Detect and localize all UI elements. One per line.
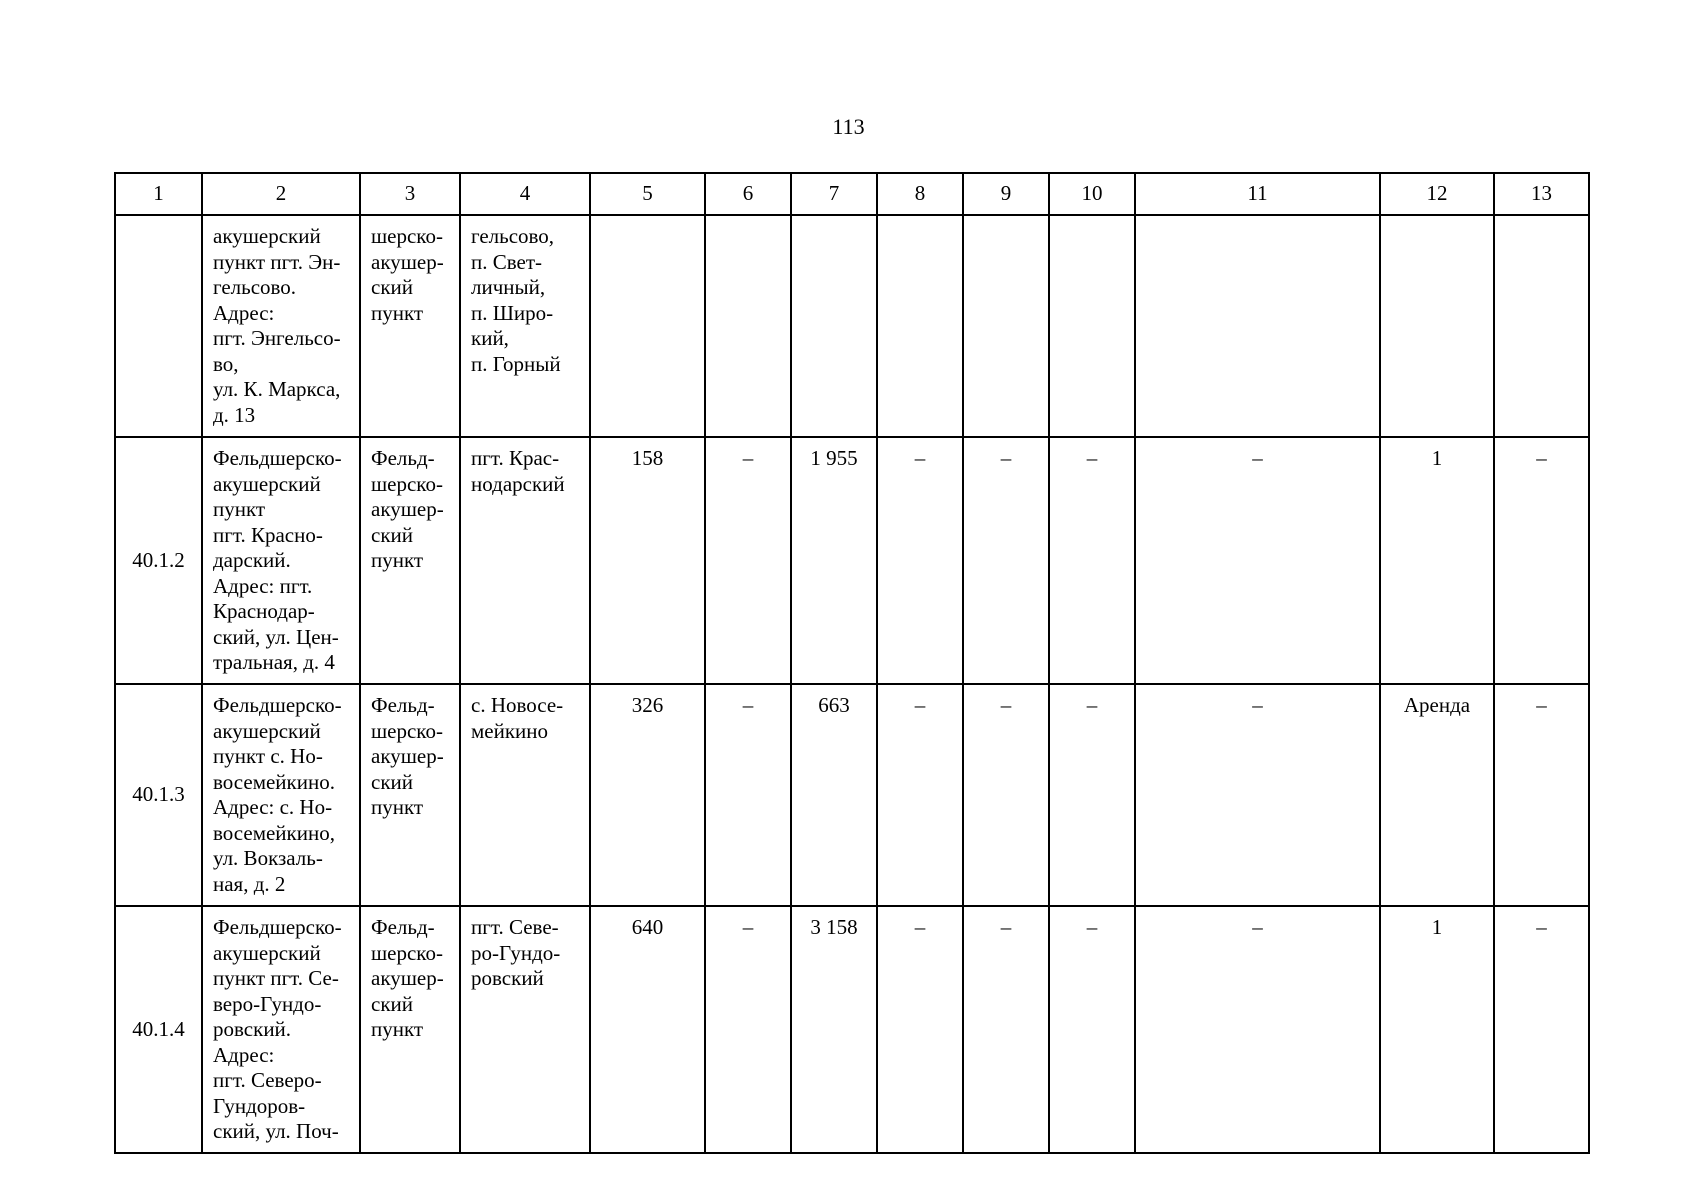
table-cell: 663 (791, 684, 877, 906)
table-cell: – (1049, 906, 1135, 1153)
column-header: 1 (115, 173, 202, 215)
facility-name-address: Фельдшерско- акушерский пункт пгт. Красно- дарский. Адрес: пгт. Краснодар- ский, ул. Цен- тральная, д. 4 (202, 437, 360, 684)
column-header: 6 (705, 173, 791, 215)
column-header: 8 (877, 173, 963, 215)
column-header: 12 (1380, 173, 1494, 215)
table-cell: – (963, 906, 1049, 1153)
table-row (115, 437, 1589, 684)
table-cell: – (705, 684, 791, 906)
table-cell: – (1494, 684, 1589, 906)
table-cell: – (877, 684, 963, 906)
table-cell: – (1494, 437, 1589, 684)
facility-name-address: Фельдшерско- акушерский пункт с. Но- восемейкино. Адрес: с. Но- восемейкино, ул. Вокзаль- ная, д. 2 (202, 684, 360, 906)
facilities-table (114, 172, 1590, 1154)
table-cell: 158 (590, 437, 705, 684)
served-settlements: с. Новосе- мейкино (460, 684, 590, 906)
column-header: 4 (460, 173, 590, 215)
table-cell (963, 215, 1049, 437)
table-cell: 3 158 (791, 906, 877, 1153)
table-cell: – (963, 437, 1049, 684)
table-cell (1049, 215, 1135, 437)
table-cell: – (1049, 437, 1135, 684)
row-number: 40.1.2 (115, 437, 202, 684)
table-cell (877, 215, 963, 437)
row-number (115, 215, 202, 437)
table-cell: – (963, 684, 1049, 906)
table-cell (791, 215, 877, 437)
column-header: 9 (963, 173, 1049, 215)
table-cell: 1 (1380, 906, 1494, 1153)
table-cell: – (1135, 684, 1380, 906)
table-cell (1135, 215, 1380, 437)
row-number: 40.1.4 (115, 906, 202, 1153)
table-cell: – (1135, 437, 1380, 684)
table-cell: – (1494, 906, 1589, 1153)
facility-type: шерско- акушер- ский пункт (360, 215, 460, 437)
table-row (115, 684, 1589, 906)
column-number-row (115, 173, 1589, 215)
table-cell: – (1049, 684, 1135, 906)
column-header: 11 (1135, 173, 1380, 215)
table-cell (590, 215, 705, 437)
column-header: 3 (360, 173, 460, 215)
table-cell: 640 (590, 906, 705, 1153)
facility-name-address: акушерский пункт пгт. Эн- гельсово. Адрес: пгт. Энгельсо- во, ул. К. Маркса, д. 13 (202, 215, 360, 437)
page-number: 113 (832, 114, 865, 139)
table-cell: – (705, 906, 791, 1153)
column-header: 13 (1494, 173, 1589, 215)
column-header: 5 (590, 173, 705, 215)
table-cell: – (1135, 906, 1380, 1153)
facility-type: Фельд- шерско- акушер- ский пункт (360, 906, 460, 1153)
table-cell (1494, 215, 1589, 437)
column-header: 10 (1049, 173, 1135, 215)
facility-name-address: Фельдшерско- акушерский пункт пгт. Се- веро-Гундо- ровский. Адрес: пгт. Северо- Гундоров- ский, ул. Поч- (202, 906, 360, 1153)
table-cell: – (877, 437, 963, 684)
table-row (115, 215, 1589, 437)
column-header: 7 (791, 173, 877, 215)
table-cell: 1 955 (791, 437, 877, 684)
table-cell (705, 215, 791, 437)
table-cell: 1 (1380, 437, 1494, 684)
facility-type: Фельд- шерско- акушер- ский пункт (360, 684, 460, 906)
table-cell: – (705, 437, 791, 684)
table-cell: Аренда (1380, 684, 1494, 906)
facility-type: Фельд- шерско- акушер- ский пункт (360, 437, 460, 684)
served-settlements: пгт. Крас- нодарский (460, 437, 590, 684)
table-cell: – (877, 906, 963, 1153)
table-row (115, 906, 1589, 1153)
served-settlements: пгт. Севе- ро-Гундо- ровский (460, 906, 590, 1153)
table-cell: 326 (590, 684, 705, 906)
row-number: 40.1.3 (115, 684, 202, 906)
column-header: 2 (202, 173, 360, 215)
served-settlements: гельсово, п. Свет- личный, п. Широ- кий, п. Горный (460, 215, 590, 437)
table-cell (1380, 215, 1494, 437)
